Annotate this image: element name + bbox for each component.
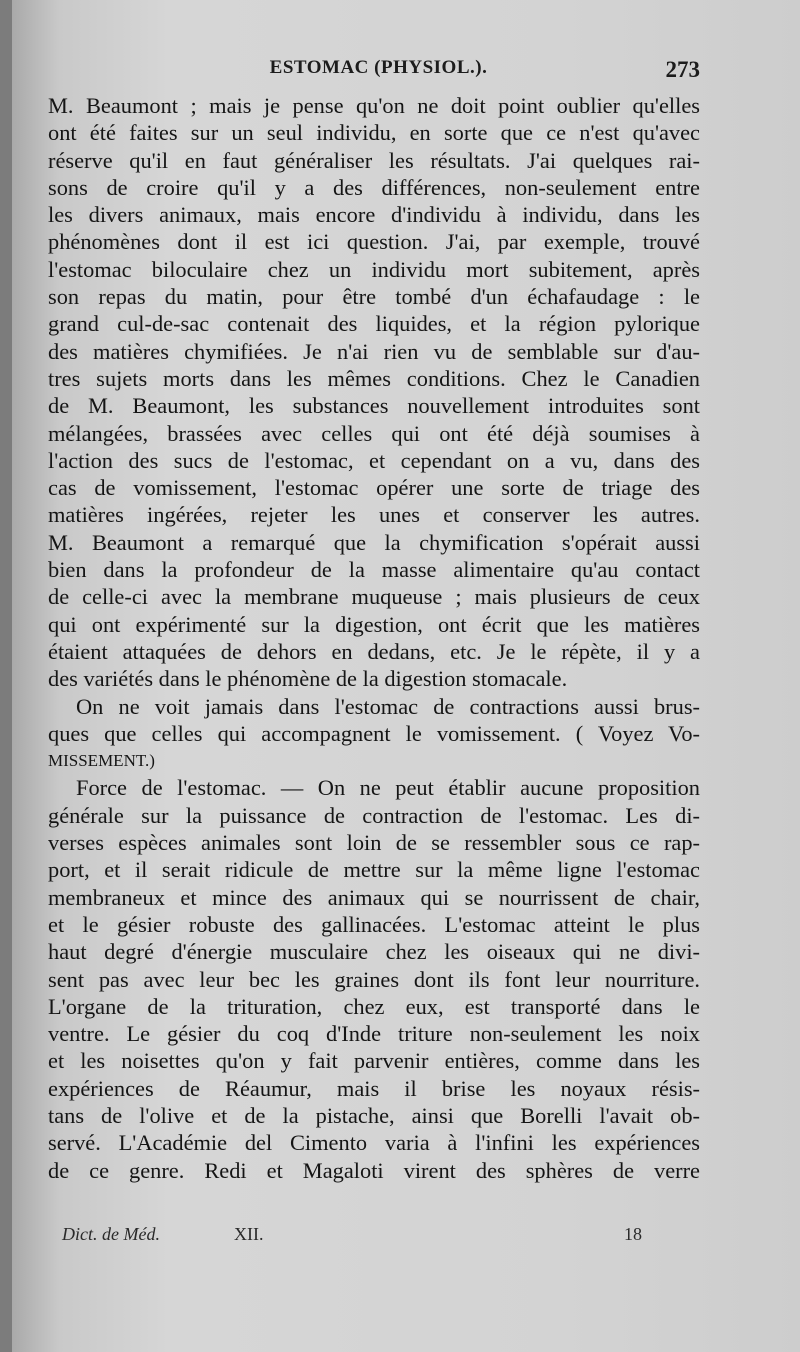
text-line: son repas du matin, pour être tombé d'un échafaudage : le [48,284,700,310]
text-line: servé. L'Académie del Cimento varia à l'infini les expériences [48,1130,700,1156]
text-line: sons de croire qu'il y a des différences, non-seulement entre [48,174,700,200]
text-line: l'estomac biloculaire chez un individu mort subitement, après [48,256,700,282]
text-line: cas de vomissement, l'estomac opérer une sorte de triage des [48,475,700,501]
text-line: générale sur la puissance de contraction de l'estomac. Les di- [48,802,700,828]
volume-number: XII. [234,1224,264,1244]
text-line: M. Beaumont a remarqué que la chymification s'opérait aussi [48,529,700,555]
body-text [48,92,700,1184]
text-line: réserve qu'il en faut généraliser les résultats. J'ai quelques rai- [48,147,700,173]
book-page [12,0,800,1352]
text-line: port, et il serait ridicule de mettre sur la même ligne l'estomac [48,857,700,883]
text-line: verses espèces animales sont loin de se ressembler sous ce rap- [48,830,700,856]
text-line: et les noisettes qu'on y fait parvenir entières, comme dans les [48,1048,700,1074]
text-line: étaient attaquées de dehors en dedans, etc. Je le répète, il y a [48,638,700,664]
text-line: ont été faites sur un seul individu, en sorte que ce n'est qu'avec [48,120,700,146]
text-line: membraneux et mince des animaux qui se nourrissent de chair, [48,884,700,910]
text-line: et le gésier robuste des gallinacées. L'estomac atteint le plus [48,911,700,937]
dictionary-title: Dict. de Méd. [62,1224,160,1244]
text-line: de celle-ci avec la membrane muqueuse ; mais plusieurs de ceux [48,584,700,610]
text-line: sent pas avec leur bec les graines dont ils font leur nourriture. [48,966,700,992]
text-line: L'organe de la trituration, chez eux, est transporté dans le [48,993,700,1019]
running-title: ESTOMAC (PHYSIOL.). [269,57,488,78]
text-line: mélangées, brassées avec celles qui ont été déjà soumises à [48,420,700,446]
text-line: grand cul-de-sac contenait des liquides, et la région pylorique [48,311,700,337]
text-line: ques que celles qui accompagnent le vomissement. ( Voyez Vo- [48,720,700,746]
text-line: les divers animaux, mais encore d'individu à individu, dans les [48,202,700,228]
signature-mark: 18 [624,1224,642,1244]
text-line: phénomènes dont il est ici question. J'ai, par exemple, trouvé [48,229,700,255]
text-line: des matières chymifiées. Je n'ai rien vu de semblable sur d'au- [48,338,700,364]
text-line: bien dans la profondeur de la masse alimentaire qu'au contact [48,557,700,583]
text-line: tres sujets morts dans les mêmes conditions. Chez le Canadien [48,365,700,391]
text-line: des variétés dans le phénomène de la digestion stomacale. [48,666,568,692]
text-line: de ce genre. Redi et Magaloti virent des sphères de verre [48,1157,700,1183]
running-header [57,57,700,87]
text-line: MISSEMENT.) [48,751,155,771]
page-number: 273 [665,57,700,82]
text-line: l'action des sucs de l'estomac, et cependant on a vu, dans des [48,447,700,473]
text-line: qui ont expérimenté sur la digestion, ont écrit que les matières [48,611,700,637]
text-line: expériences de Réaumur, mais il brise les noyaux résis- [48,1075,700,1101]
page-footer [46,1224,642,1254]
text-line: Force de l'estomac. — On ne peut établir aucune proposition [76,775,700,801]
text-line: haut degré d'énergie musculaire chez les oiseaux qui ne divi- [48,939,700,965]
text-line: ventre. Le gésier du coq d'Inde triture non-seulement les noix [48,1021,700,1047]
text-line: matières ingérées, rejeter les unes et conserver les autres. [48,502,700,528]
text-line: de M. Beaumont, les substances nouvellement introduites sont [48,393,700,419]
text-line: tans de l'olive et de la pistache, ainsi que Borelli l'avait ob- [48,1102,700,1128]
text-line: M. Beaumont ; mais je pense qu'on ne doit point oublier qu'elles [48,93,700,118]
text-line: On ne voit jamais dans l'estomac de contractions aussi brus- [76,693,700,719]
